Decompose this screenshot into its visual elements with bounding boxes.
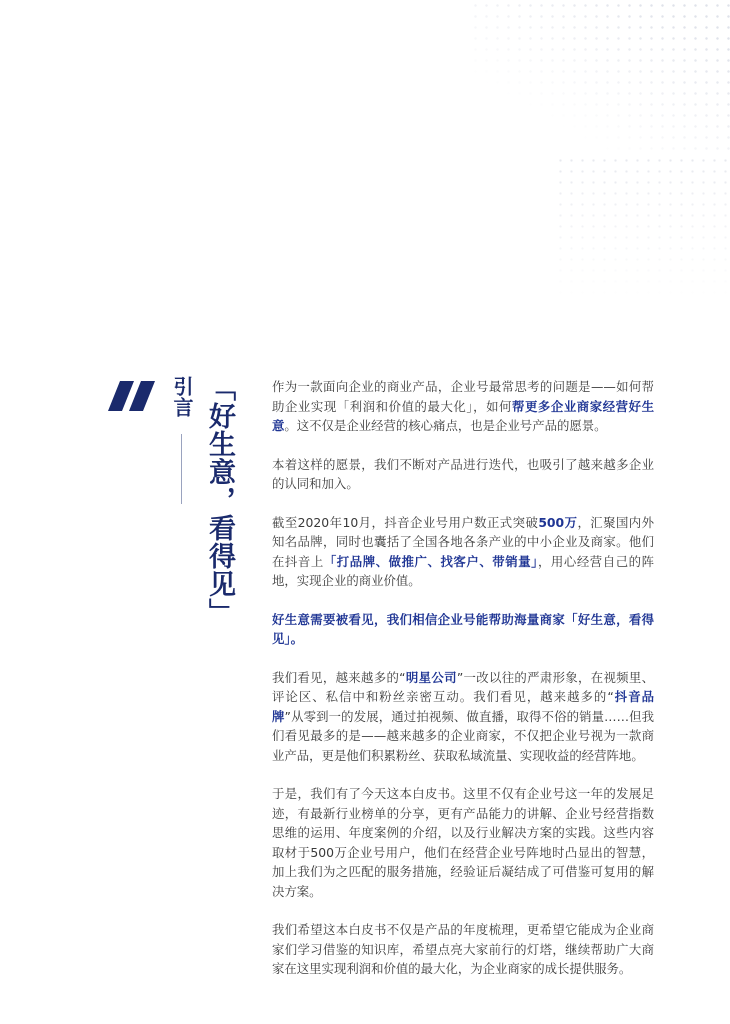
paragraph-text: 我们看见，越来越多的“: [272, 669, 406, 685]
paragraph-text: 本着这样的愿景，我们不断对产品进行迭代，也吸引了越来越多企业的认同和加入。: [272, 456, 654, 491]
paragraph-text: 。这不仅是企业经营的核心痛点，也是企业号产品的愿景。: [284, 418, 607, 433]
highlight-text: 「打品牌、做推广、找客户、带销量」: [323, 553, 538, 569]
highlight-text: 好生意需要被看见，我们相信企业号能帮助海量商家「好生意，看得见」。: [272, 611, 654, 646]
paragraph-text: ，汇聚国内外知名品牌，同时也囊括了全国各地各条产业的中小企业及商家。他们在抖音上: [272, 514, 654, 569]
body-paragraph: [272, 513, 654, 591]
body-paragraph: [272, 784, 654, 901]
double-slash-icon: [108, 381, 158, 411]
paragraph-text: ，用心经营自己的阵地，实现企业的商业价值。: [272, 553, 655, 588]
highlight-text: 帮更多企业商家经营好生意: [272, 398, 654, 433]
section-divider: [181, 434, 182, 504]
body-paragraph: [272, 455, 654, 494]
highlight-text: 500万: [538, 514, 578, 530]
highlight-text: 抖音品牌: [272, 689, 655, 724]
dot-pattern-top: [470, 0, 730, 150]
paragraph-text: 作为一款面向企业的商业产品，企业号最常思考的问题是——如何帮助企业实现「利润和价值的最大化」，如何: [272, 379, 654, 414]
page-title: 「好生意，看得见」: [204, 374, 235, 626]
paragraph-text: 我们希望这本白皮书不仅是产品的年度梳理，更希望它能成为企业商家们学习借鉴的知识库，希望点亮大家前行的灯塔，继续帮助广大商家在这里实现利润和价值的最大化，为企业商家的成长提供服务。: [272, 922, 654, 976]
body-paragraph: [272, 610, 654, 649]
section-label: 引言: [170, 376, 194, 418]
paragraph-text: ”从零到一的发展，通过拍视频、做直播，取得不俗的销量……但我们看见最多的是——越来越多的企业商家，不仅把企业号视为一款商业产品，更是他们积累粉丝、获取私域流量、实现收益的经营阵地。: [272, 708, 655, 763]
body-paragraph: [272, 920, 654, 979]
body-paragraph: [272, 668, 654, 766]
paragraph-text: 截至2020年10月，抖音企业号用户数正式突破: [272, 514, 539, 530]
paragraph-text: ”一改以往的严肃形象，在视频里、评论区、私信中和粉丝亲密互动。我们看见，越来越多的“: [272, 669, 655, 704]
body-text: [272, 377, 654, 998]
dot-pattern-mid: [555, 155, 730, 315]
paragraph-text: 于是，我们有了今天这本白皮书。这里不仅有企业号这一年的发展足迹，有最新行业榜单的分享，更有产品能力的讲解、企业号经营指数思维的运用、年度案例的介绍，以及行业解决方案的实践。这些内容取材于500万企业号用户，他们在经营企业号阵地时凸显出的智慧，加上我们为之匹配的服务措施，经验证后凝结成了可借鉴可复用的解决方案。: [272, 786, 654, 899]
highlight-text: 明星公司: [405, 669, 457, 685]
body-paragraph: [272, 377, 654, 436]
